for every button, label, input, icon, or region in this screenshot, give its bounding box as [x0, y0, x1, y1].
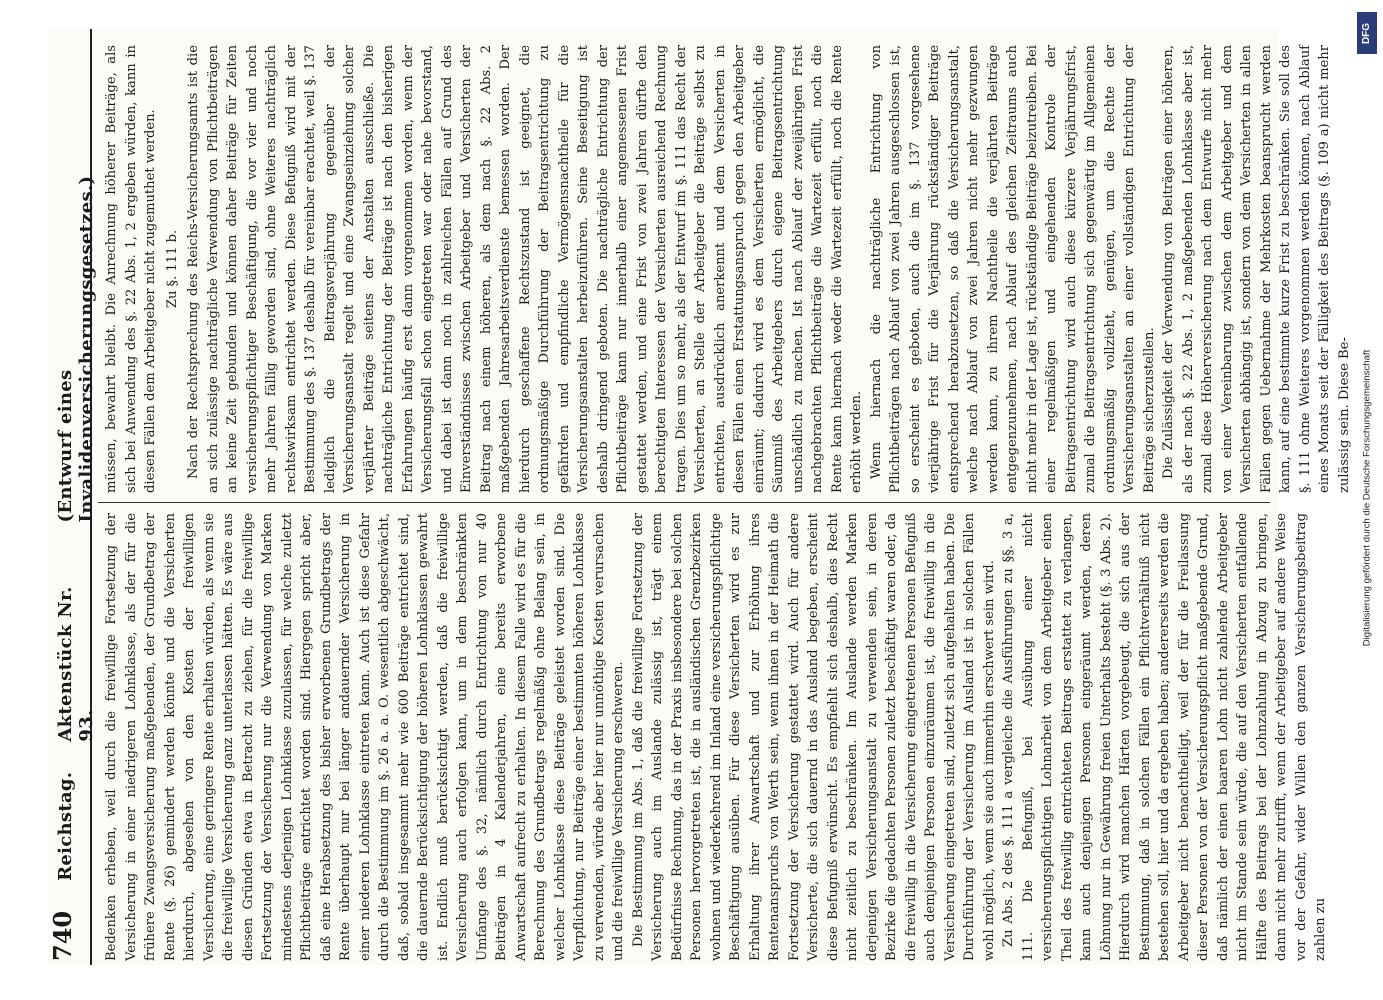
- paragraph: müssen, bewahrt bleibt. Die Anrechnung höherer Beiträge, als sich bei Anwendung des §. 22 Abs. 1, 2 ergeben würden, kann in diesen Fällen dem Arbeitgeber nicht zugemuthet werden.: [104, 45, 158, 493]
- paragraph: Zu Abs. 2 des §. 111 a vergleiche die Ausführungen zu §§. 3 a, 111. Die Befugniß, bei Ausübung einer nicht versicherungspflichtigen Lohnarbeit von dem Arbeitgeber einen Theil des freiwillig entrichteten Beitrags erstattet zu verlangen, kann auch denjenigen Personen eingeräumt werden, deren Löhnung nur in Gewährung freien Unterhalts besteht (§. 3 Abs. 2). Hierdurch wird manchen Härten vorgebeugt, die sich aus der Bestimmung, daß in solchen Fällen ein Pflichtverhältniß nicht bestehen soll, hier und da ergeben haben; andererseits werden die Arbeitgeber nicht benachtheiligt, weil der für die Freilassung dieser Personen von der Versicherungspflicht maßgebende Grund, daß nämlich der einen baaren Lohn nicht zahlende Arbeitgeber nicht im Stande sein würde, die auf den Versicherten entfallende Hälfte des Beitrags bei der Lohnzahlung in Abzug zu bringen, dann nicht mehr zutrifft, wenn der Arbeitgeber auf andere Weise vor der Gefahr, wider Willen den ganzen Versicherungsbeitrag zahlen zu: [1001, 513, 1328, 961]
- publication-name: Reichstag.: [55, 771, 76, 881]
- dfg-logo-text: DFG: [1361, 22, 1373, 44]
- paragraph: Nach der Rechtsprechung des Reichs-Versicherungsamts ist die an sich zulässige nachträgliche Verwendung von Pflichtbeiträgen an keine Zeit gebunden und können daher Beiträge für Zeiten versicherungspflichtiger Beschäftigung, die vor vier und noch mehr Jahren fällig geworden sind, ohne Weiteres nachträglich rechtswirksam entrichtet werden. Diese Befugniß wird mit der Bestimmung des §. 137 deshalb für vereinbar erachtet, weil §. 137 lediglich die Beitragsverjährung gegenüber der Versicherungsanstalt regelt und eine Zwangseinziehung solcher verjährter Beiträge seitens der Anstalten ausschließe. Die nachträgliche Entrichtung der Beiträge ist nach den bisherigen Erfahrungen häufig erst dann vorgenommen worden, wenn der Versicherungsfall schon eingetreten war oder nahe bevorstand, und dabei ist dann noch in zahlreichen Fällen auf Grund des Einverständnisses zwischen Arbeitgeber und Versicherten der Beitrag nach einem höheren, als dem nach §. 22 Abs. 2 maßgebenden Jahresarbeitsverdienste bemessen worden. Der hierdurch geschaffene Rechtszustand ist geeignet, die ordnungsmäßige Durchführung der Beitragsentrichtung zu gefährden und empfindliche Vermögensnachtheile für die Versicherungsanstalten herbeizuführen. Seine Beseitigung ist deshalb dringend geboten. Die nachträgliche Entrichtung der Pflichtbeiträge kann nur innerhalb einer angemessenen Frist gestattet werden, und eine Frist von zwei Jahren dürfte den berechtigten Interessen der Versicherten ausreichend Rechnung tragen. Dies um so mehr, als der Entwurf im §. 111 das Recht der Versicherten, an Stelle der Arbeitgeber die Beiträge selbst zu entrichten, ausdrücklich anerkennt und dem Versicherten in diesen Fällen einen Erstattungsanspruch gegen den Arbeitgeber einräumt; dadurch wird es dem Versicherten ermöglicht, die Säumniß des Arbeitgebers durch eigene Beitragsentrichtung unschädlich zu machen. Ist nach Ablauf der zweijährigen Frist nachgebrachten Pflichtbeiträge die Wartezeit erfüllt, noch die Rente kann hiernach weder die Wartezeit erfüllt, noch die Rente erhöht werden.: [186, 45, 864, 493]
- digitization-imprint: [1356, 8, 1378, 992]
- page-header: [48, 29, 97, 965]
- document-number: Aktenstück Nr. 93.: [55, 586, 97, 742]
- document-subject: (Entwurf eines Invalidenversicherungsgesetzes.): [55, 175, 97, 523]
- left-column: [102, 513, 1328, 961]
- imprint-text: Digitalisierung gefördert durch die Deutsche Forschungsgemeinschaft: [1361, 349, 1373, 647]
- dfg-logo: [1357, 12, 1377, 54]
- paragraph: Die Zulässigkeit der Verwendung von Beiträgen einer höheren, als der nach §. 22 Abs. 1, 2 maßgebenden Lohnklasse aber ist, zumal diese Höherversicherung nach dem Entwurfe nicht mehr von einer Vereinbarung zwischen dem Arbeitgeber und dem Versicherten abhängig ist, sondern von dem Versicherten in allen Fällen gegen Uebernahme der Mehrkosten beansprucht werden kann, auf eine bestimmte kurze Frist zu beschränken. Sie soll des §. 111 ohne Weiteres vorgenommen werden können, nach Ablauf eines Monats seit der Fälligkeit des Beitrags (§. 109 a) nicht mehr zulässig sein. Diese Be-: [1161, 45, 1352, 493]
- paragraph: Wenn hiernach die nachträgliche Entrichtung von Pflichtbeiträgen nach Ablauf von zwei Jahren ausgeschlossen ist, so erscheint es geboten, auch die im §. 137 vorgesehene vierjährige Frist für die Verjährung rückständiger Beiträge entsprechend herabzusetzen, so daß die Versicherungsanstalt, welche nach Ablauf von zwei Jahren nicht mehr gezwungen werden kann, zu ihrem Nachtheile die verjährten Beiträge entgegenzunehmen, nach Ablauf des gleichen Zeitraums auch nicht mehr in der Lage ist, rückständige Beiträge beizutreiben. Bei einer regelmäßigen und eingehenden Kontrole der Beitragsentrichtung wird auch diese kürzere Verjährungsfrist, zumal die Beitragsentrichtung sich gegenwärtig im Allgemeinen ordnungsmäßig vollzieht, genügen, um die Rechte der Versicherungsanstalten an einer vollständigen Entrichtung der Beiträge sicherzustellen.: [868, 45, 1157, 493]
- document-page: [48, 29, 1352, 965]
- page-number: 740: [48, 910, 77, 961]
- section-heading: Zu §. 111 b.: [164, 229, 180, 309]
- paragraph: Bedenken erheben, weil durch die freiwillige Fortsetzung der Versicherung in einer niedrigeren Lohnklasse, als der für die frühere Zwangsversicherung maßgebenden, der Grundbetrag der Rente (§. 26) gemindert werden könnte und die Versicherten hierdurch, abgesehen von den Kosten der freiwilligen Versicherung, eine geringere Rente erhalten würden, als wenn sie die freiwillige Versicherung ganz unterlassen hätten. Es wäre aus diesen Gründen etwa in Betracht zu ziehen, für die freiwillige Fortsetzung der Versicherung nur die Verwendung von Marken mindestens derjenigen Lohnklasse zuzulassen, für welche zuletzt Pflichtbeiträge entrichtet worden sind. Hiergegen spricht aber, daß eine Herabsetzung des bisher erworbenen Grundbetrags der Rente überhaupt nur bei länger andauernder Versicherung in einer niederen Lohnklasse eintreten kann. Auch ist diese Gefahr durch die Bestimmung im §. 26 a. a. O. wesentlich abgeschwächt, daß, sobald insgesammt mehr wie 600 Beiträge entrichtet sind, die dauernde Berücksichtigung der höheren Lohnklassen gewahrt ist. Endlich muß berücksichtigt werden, daß die freiwillige Versicherung auch erfolgen kann, um in dem beschränkten Umfange des §. 32, nämlich durch Entrichtung von nur 40 Beiträgen in 4 Kalenderjahren, eine bereits erworbene Anwartschaft aufrecht zu erhalten. In diesem Falle wird es für die Berechnung des Grundbetrags regelmäßig ohne Belang sein, in welcher Lohnklasse diese Beiträge geleistet worden sind. Die Verpflichtung, nur Beiträge einer bestimmten höheren Lohnklasse zu verwenden, würde aber hier nur unnöthige Kosten verursachen und die freiwillige Versicherung erschweren.: [104, 513, 626, 961]
- column-divider: [98, 502, 1270, 503]
- paragraph: Die Bestimmung im Abs. 1, daß die freiwillige Fortsetzung der Versicherung auch im Auslande zulässig ist, trägt einem Bedürfnisse Rechnung, das in der Praxis insbesondere bei solchen Personen hervorgetreten ist, die in ausländischen Grenzbezirken wohnen und wiederkehrend im Inland eine versicherungspflichtige Beschäftigung ausüben. Für diese Versicherten wird es zur Erhaltung ihrer Anwartschaft und zur Erhöhung ihres Rentenanspruchs von Werth sein, wenn ihnen in der Heimath die Fortsetzung der Versicherung gestattet wird. Auch für andere Versicherte, die sich dauernd in das Ausland begeben, erscheint diese Befugniß erwünscht. Es empfiehlt sich deshalb, dies Recht nicht zeitlich zu beschränken. Im Auslande werden Marken derjenigen Versicherungsanstalt zu verwenden sein, in deren Bezirke die gedachten Personen zuletzt beschäftigt waren oder, da die freiwillig in die Versicherung eingetretenen Personen Befugniß auch demjenigen Personen einzuräumen ist, die freiwillig in die Versicherung eingetreten sind, zuletzt sich aufgehalten haben. Die Durchführung der Versicherung im Ausland ist in solchen Fällen wohl möglich, wenn sie auch immerhin erschwert sein wird.: [630, 513, 997, 961]
- right-column: [102, 45, 1352, 493]
